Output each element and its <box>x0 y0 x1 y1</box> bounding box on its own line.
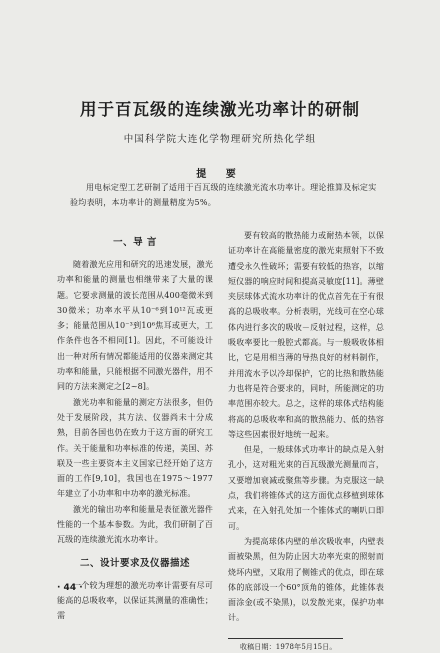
design-paragraph-1: 要有较高的散热能力或耐热本领，以保证功率计在高能量密度的激光束照射下不致遭受永久性破坏；需要有较低的热容，以缩短仪器的响应时间和提高灵敏度[11]。薄壁夹层球体式流水功率计的优点首先在于有很高的总吸收率。分析表明，光线可在空心球体内进行多次的吸收－反射过程，这样，总吸收率要比一般腔式都高。与一般吸收体相比，它是用相当薄的导热良好的材料制作，并用流水予以冷却保护，它的比热和散热能力也将是符合要求的，同时，所能测定的功率范围亦较大。总之，这样的球体式结构能将高的总吸收率和高的散热能力、低的热容等这些因素很好地统一起来。 <box>228 231 384 439</box>
intro-paragraph-3: 激光的输出功率和能量是表征激光器件性能的一个基本参数。为此，我们研制了百瓦级的连续激光流水功率计。 <box>57 504 213 545</box>
abstract-heading: 提 要 <box>196 169 244 180</box>
section-heading-introduction: 一、导 言 <box>113 237 157 248</box>
received-date-note: 收稿日期：1978年5月15日。 <box>228 638 343 653</box>
right-column <box>228 228 384 653</box>
intro-paragraph-2: 激光功率和能量的测定方法很多，但仍处于发展阶段，其方法、仪器尚未十分成熟，目前各国也仍在致力于这方面的研究工作。关于能量和功率标准的传递，美国、苏联及一些主要资本主义国家已经开始了这方面的工作[9,10]，我国也在1975～1977年建立了小功率和中功率的激光标准。 <box>57 397 213 499</box>
design-paragraph-2: 但是，一般球体式功率计的缺点是入射孔小，这对粗光束的百瓦级激光测量而言，又要增加衰减或聚焦等步骤。为克服这一缺点，我们将锥体式的这方面优点移植到球体式来，在入射孔处加一个锥体式的喇叭口即可。 <box>228 445 384 531</box>
left-column <box>57 228 213 624</box>
design-paragraph-3: 为提高球体内壁的单次吸收率，内壁表面被染黑，但为防止因大功率光束的照射而烧坏内壁，又取用了侧锥式的优点，即在球体的底部设一个60°顶角的锥体，此锥体表面涂金(或不染黑)，以发散光束，保护功率计。 <box>228 536 384 623</box>
abstract-text: 用电标定型工艺研制了适用于百瓦级的连续激光流水功率计。理论推算及标定实验均表明，本功率计的测量精度为5%。 <box>70 183 377 207</box>
section-heading-design: 二、设计要求及仪器描述 <box>79 557 190 569</box>
paper-title: 用于百瓦级的连续激光功率计的研制 <box>80 100 360 119</box>
author-affiliation: 中国科学院大连化学物理研究所热化学组 <box>123 134 317 145</box>
design-paragraph-start: 一个较为理想的激光功率计需要有尽可能高的总吸收率，以保证其测量的准确性；需 <box>57 580 213 621</box>
intro-paragraph-1: 随着激光应用和研究的迅速发展，激光功率和能量的测量也相继带来了大量的课题。它要求测量的波长范围从400毫微米到30微米；功率水平从10⁻⁶到10¹²瓦或更多；能量范围从10⁻³到10⁶焦耳或更大，工作条件也各不相同[1]。因此，不可能设计出一种对所有情况都能适用的仪器来测定其功率和能量，只能根据不同激光器件，用不同的方法来测定之[2~8]。 <box>57 260 213 392</box>
page-number: · 44 · <box>57 583 83 593</box>
